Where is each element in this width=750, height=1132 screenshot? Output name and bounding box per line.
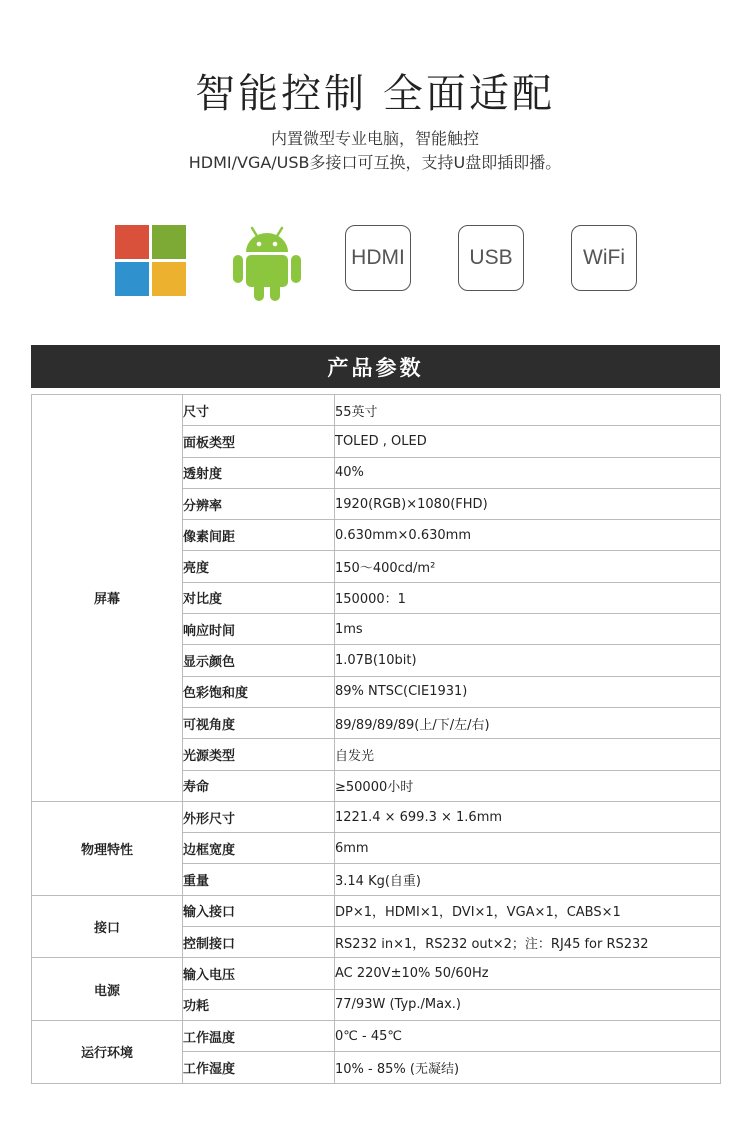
- usb-badge: USB: [458, 225, 524, 291]
- spec-label: 响应时间: [183, 614, 335, 645]
- spec-label: 分辨率: [183, 488, 335, 519]
- spec-label: 色彩饱和度: [183, 676, 335, 707]
- feature-icons: [0, 222, 750, 302]
- spec-value: 1.07B(10bit): [335, 645, 721, 676]
- spec-value: 89% NTSC(CIE1931): [335, 676, 721, 707]
- spec-label: 重量: [183, 864, 335, 895]
- spec-label: 透射度: [183, 457, 335, 488]
- spec-row: [32, 895, 721, 926]
- spec-value: 150000：1: [335, 582, 721, 613]
- spec-row: [32, 395, 721, 426]
- spec-label: 寿命: [183, 770, 335, 801]
- wifi-badge: WiFi: [571, 225, 637, 291]
- spec-label: 输入电压: [183, 958, 335, 989]
- spec-label: 亮度: [183, 551, 335, 582]
- spec-value: 自发光: [335, 739, 721, 770]
- spec-value: 89/89/89/89(上/下/左/右): [335, 707, 721, 738]
- spec-label: 工作湿度: [183, 1052, 335, 1083]
- spec-value: 0℃ - 45℃: [335, 1020, 721, 1051]
- spec-label: 控制接口: [183, 927, 335, 958]
- spec-label: 光源类型: [183, 739, 335, 770]
- spec-value: 1920(RGB)×1080(FHD): [335, 488, 721, 519]
- spec-category: 运行环境: [32, 1020, 183, 1083]
- spec-label: 显示颜色: [183, 645, 335, 676]
- spec-value: RS232 in×1，RS232 out×2；注：RJ45 for RS232: [335, 927, 721, 958]
- spec-category: 电源: [32, 958, 183, 1021]
- spec-table: [31, 394, 721, 1084]
- spec-value: 10% - 85% (无凝结): [335, 1052, 721, 1083]
- spec-value: 6mm: [335, 833, 721, 864]
- spec-label: 面板类型: [183, 426, 335, 457]
- spec-value: 40%: [335, 457, 721, 488]
- spec-row: [32, 958, 721, 989]
- spec-label: 工作温度: [183, 1020, 335, 1051]
- spec-value: DP×1，HDMI×1，DVI×1，VGA×1，CABS×1: [335, 895, 721, 926]
- spec-label: 对比度: [183, 582, 335, 613]
- spec-value: 150～400cd/m²: [335, 551, 721, 582]
- spec-value: 1ms: [335, 614, 721, 645]
- spec-row: [32, 1020, 721, 1051]
- hero-title: 智能控制 全面适配: [195, 71, 555, 117]
- spec-value: 77/93W (Typ./Max.): [335, 989, 721, 1020]
- android-logo-icon: [230, 222, 304, 302]
- spec-value: 3.14 Kg(自重): [335, 864, 721, 895]
- spec-value: ≥50000小时: [335, 770, 721, 801]
- spec-value: 1221.4 × 699.3 × 1.6mm: [335, 801, 721, 832]
- spec-row: [32, 801, 721, 832]
- spec-category: 屏幕: [32, 395, 183, 802]
- windows-logo-icon: [115, 225, 186, 296]
- spec-label: 功耗: [183, 989, 335, 1020]
- spec-header: 产品参数: [31, 345, 720, 388]
- spec-value: 55英寸: [335, 395, 721, 426]
- spec-label: 边框宽度: [183, 833, 335, 864]
- spec-category: 接口: [32, 895, 183, 958]
- hdmi-badge: HDMI: [345, 225, 411, 291]
- spec-value: AC 220V±10% 50/60Hz: [335, 958, 721, 989]
- spec-label: 尺寸: [183, 395, 335, 426]
- spec-label: 像素间距: [183, 520, 335, 551]
- hero-subtitle-line2: HDMI/VGA/USB多接口可互换，支持U盘即插即播。: [188, 153, 562, 172]
- spec-category: 物理特性: [32, 801, 183, 895]
- hero-subtitle-line1: 内置微型专业电脑，智能触控: [270, 129, 479, 148]
- spec-label: 输入接口: [183, 895, 335, 926]
- spec-label: 外形尺寸: [183, 801, 335, 832]
- spec-label: 可视角度: [183, 707, 335, 738]
- spec-value: TOLED , OLED: [335, 426, 721, 457]
- spec-value: 0.630mm×0.630mm: [335, 520, 721, 551]
